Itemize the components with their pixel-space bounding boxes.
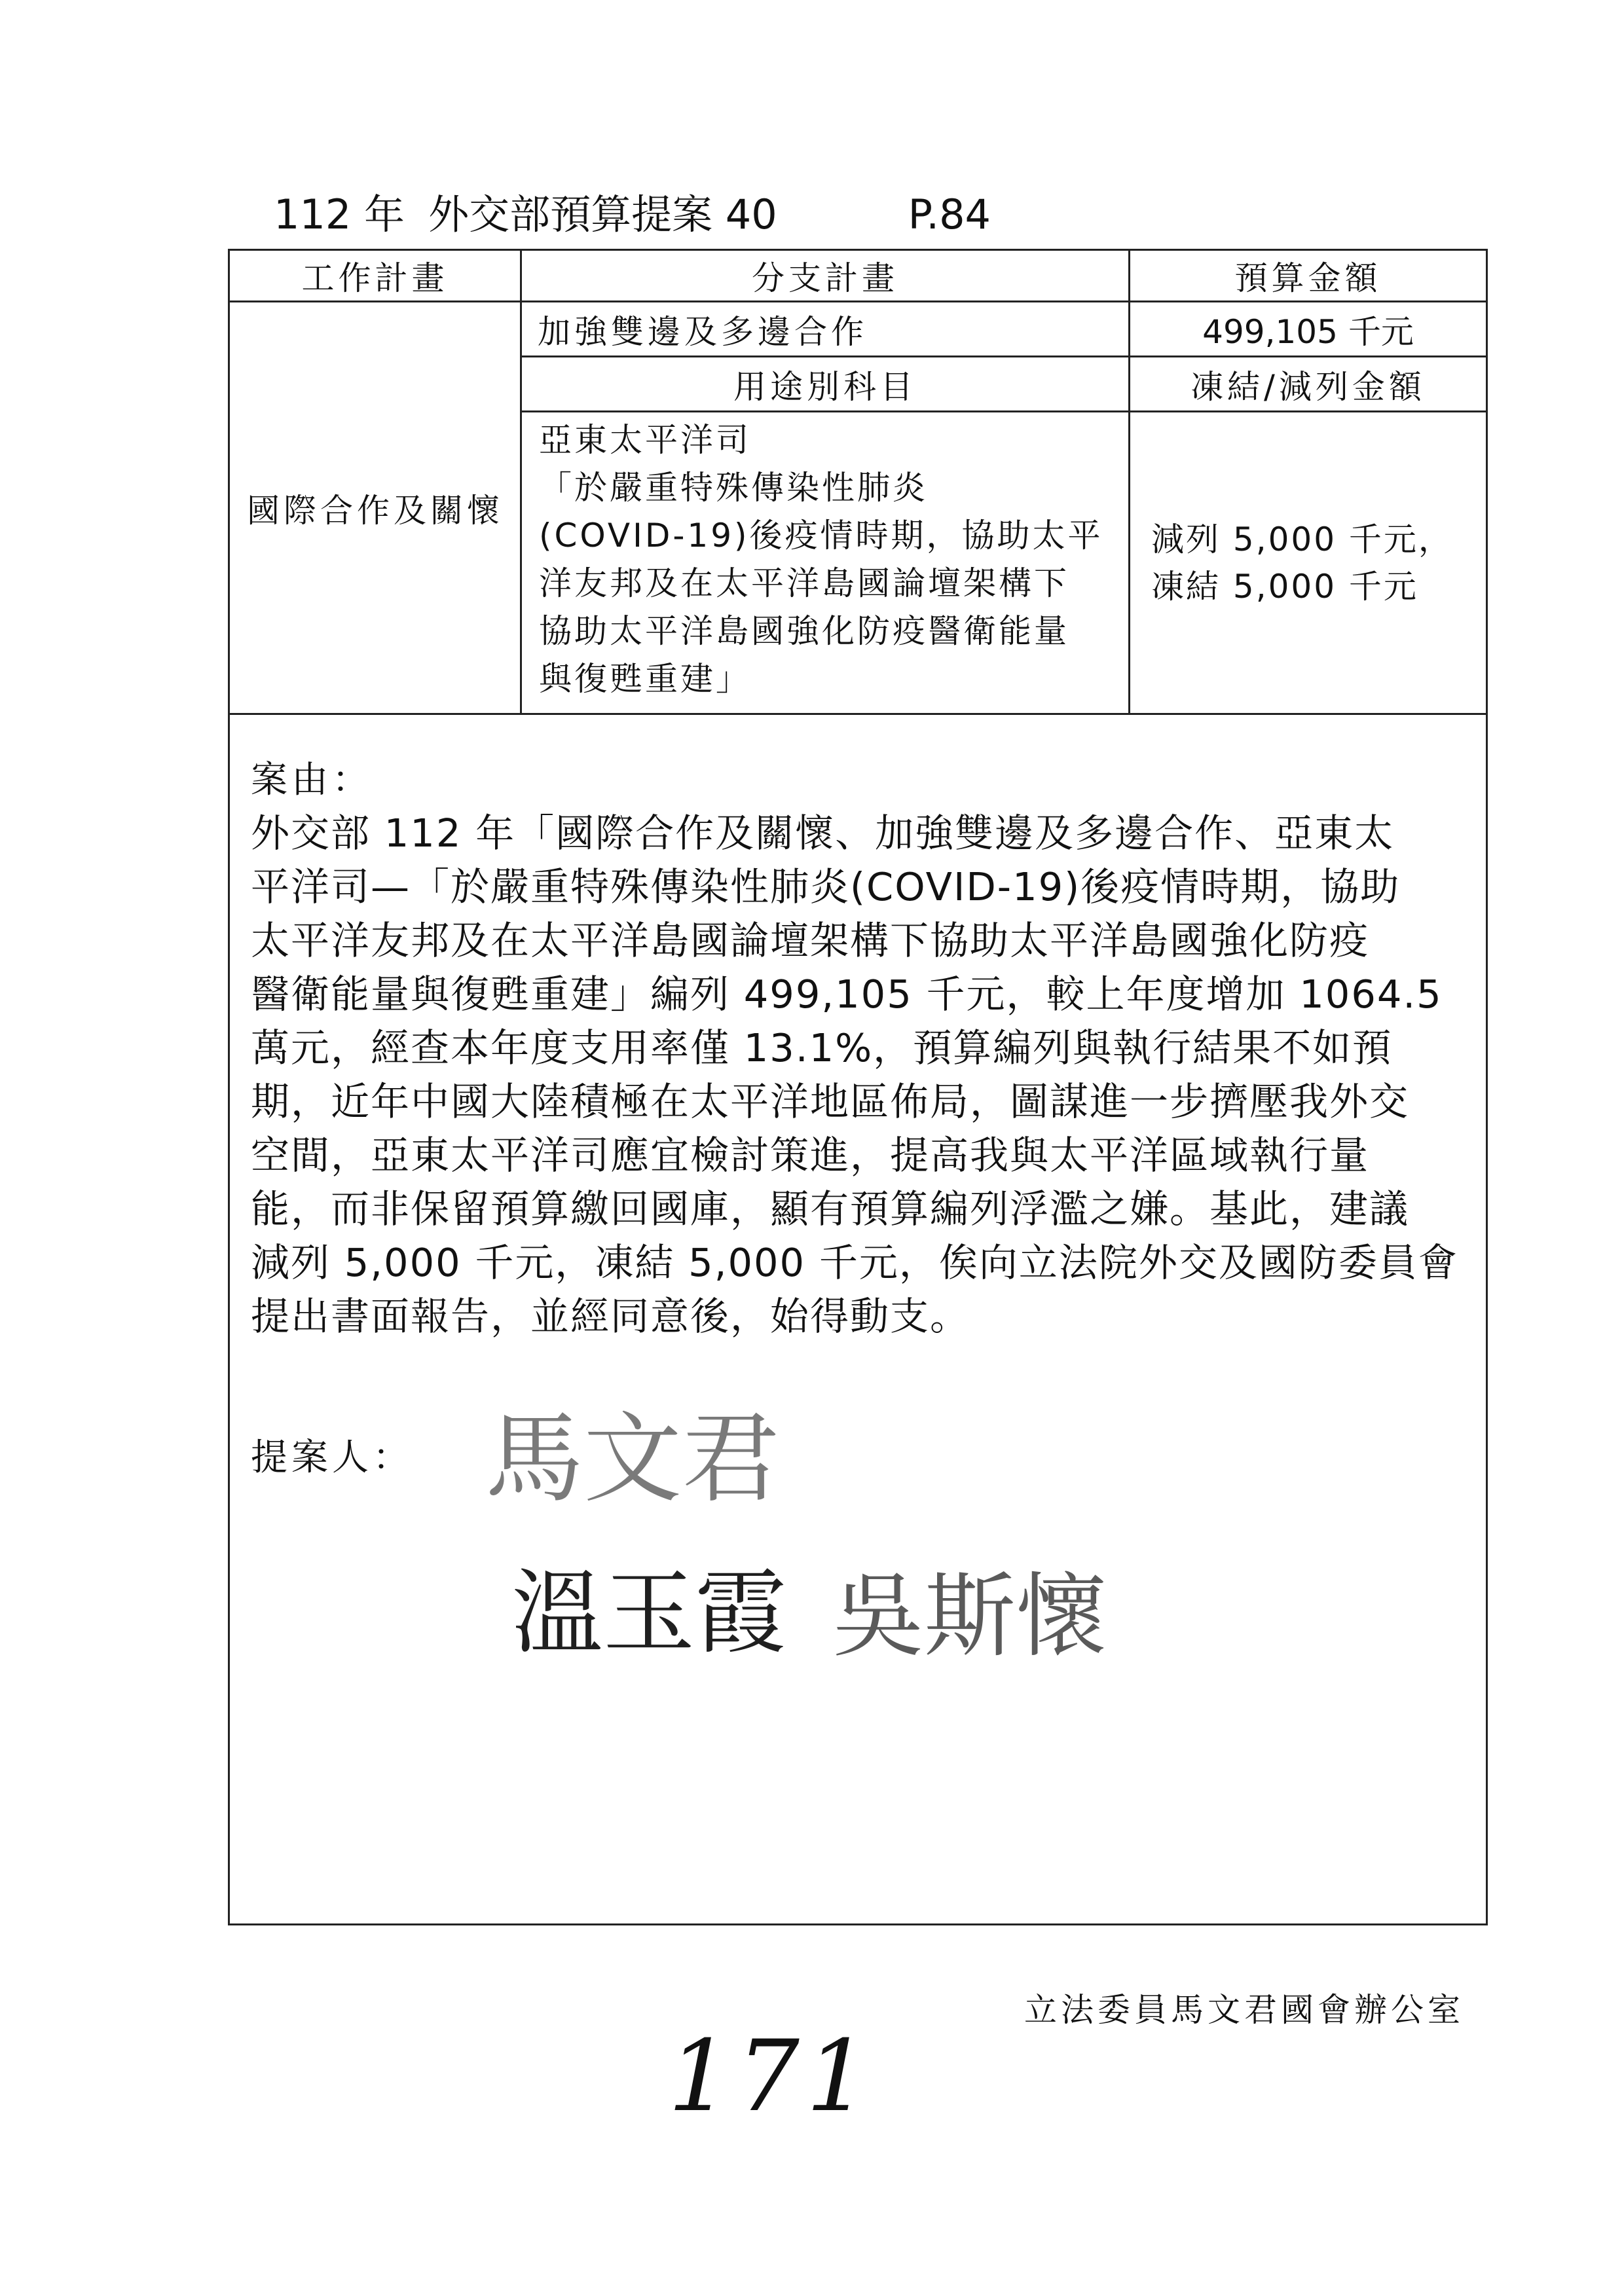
reason-label: 案由： — [251, 759, 373, 801]
title-page-ref: P.84 — [908, 191, 991, 238]
signature-1: 馬文君 — [485, 1402, 781, 1516]
office-name: 立法委員馬文君國會辦公室 — [1024, 1991, 1464, 2029]
item-line: 洋友邦及在太平洋島國論壇架構下 — [539, 564, 1069, 602]
reason-line: 太平洋友邦及在太平洋島國論壇架構下協助太平洋島國強化防疫 — [251, 918, 1370, 963]
title-text: 外交部預算提案 40 — [428, 191, 777, 238]
signature-3: 吳斯懷 — [832, 1563, 1108, 1670]
proposer-label: 提案人： — [251, 1436, 413, 1479]
amount-line: 凍結 5,000 千元 — [1151, 567, 1418, 606]
reason-text — [251, 807, 1482, 1343]
reason-line: 期，近年中國大陸積極在太平洋地區佈局，圖謀進一步擠壓我外交 — [251, 1079, 1410, 1124]
freeze-cut-amount — [1130, 412, 1487, 714]
item-line: 與復甦重建」 — [539, 660, 751, 698]
reason-line: 外交部 112 年「國際合作及關懷、加強雙邊及多邊合作、亞東太 — [251, 811, 1395, 856]
reason-line: 能，而非保留預算繳回國庫，顯有預算編列浮濫之嫌。基此，建議 — [251, 1186, 1410, 1231]
reason-line: 醫衛能量與復甦重建」編列 499,105 千元，較上年度增加 1064.5 — [251, 972, 1443, 1017]
reason-line: 平洋司—「於嚴重特殊傳染性肺炎(COVID-19)後疫情時期，協助 — [251, 864, 1401, 909]
header-sub-plan: 分支計畫 — [521, 250, 1130, 302]
budget-amount: 499,105 千元 — [1130, 302, 1487, 357]
document-title — [274, 189, 991, 241]
header-work-plan: 工作計畫 — [229, 250, 521, 302]
signature-2: 溫玉霞 — [511, 1560, 787, 1667]
header-freeze-cut: 凍結/減列金額 — [1130, 357, 1487, 412]
sub-plan-value: 加強雙邊及多邊合作 — [521, 302, 1130, 357]
handwritten-page-number: 171 — [668, 2020, 876, 2134]
item-line: 「於嚴重特殊傳染性肺炎 — [539, 469, 928, 507]
work-plan-value: 國際合作及關懷 — [229, 302, 521, 714]
reason-line: 提出書面報告，並經同意後，始得動支。 — [251, 1294, 970, 1339]
item-line: 亞東太平洋司 — [539, 421, 751, 459]
reason-line: 減列 5,000 千元，凍結 5,000 千元，俟向立法院外交及國防委員會 — [251, 1240, 1458, 1285]
proposal-body — [229, 714, 1487, 1925]
amount-line: 減列 5,000 千元， — [1151, 520, 1453, 558]
item-line: 協助太平洋島國強化防疫醫衛能量 — [539, 612, 1069, 650]
budget-proposal-table — [228, 249, 1488, 1925]
use-item-description — [521, 412, 1130, 714]
title-year: 112 年 — [274, 191, 405, 238]
reason-line: 空間，亞東太平洋司應宜檢討策進，提高我與太平洋區域執行量 — [251, 1133, 1370, 1178]
header-budget: 預算金額 — [1130, 250, 1487, 302]
header-use-item: 用途別科目 — [521, 357, 1130, 412]
item-line: (COVID-19)後疫情時期，協助太平 — [539, 517, 1103, 555]
reason-line: 萬元，經查本年度支用率僅 13.1%，預算編列與執行結果不如預 — [251, 1025, 1393, 1070]
